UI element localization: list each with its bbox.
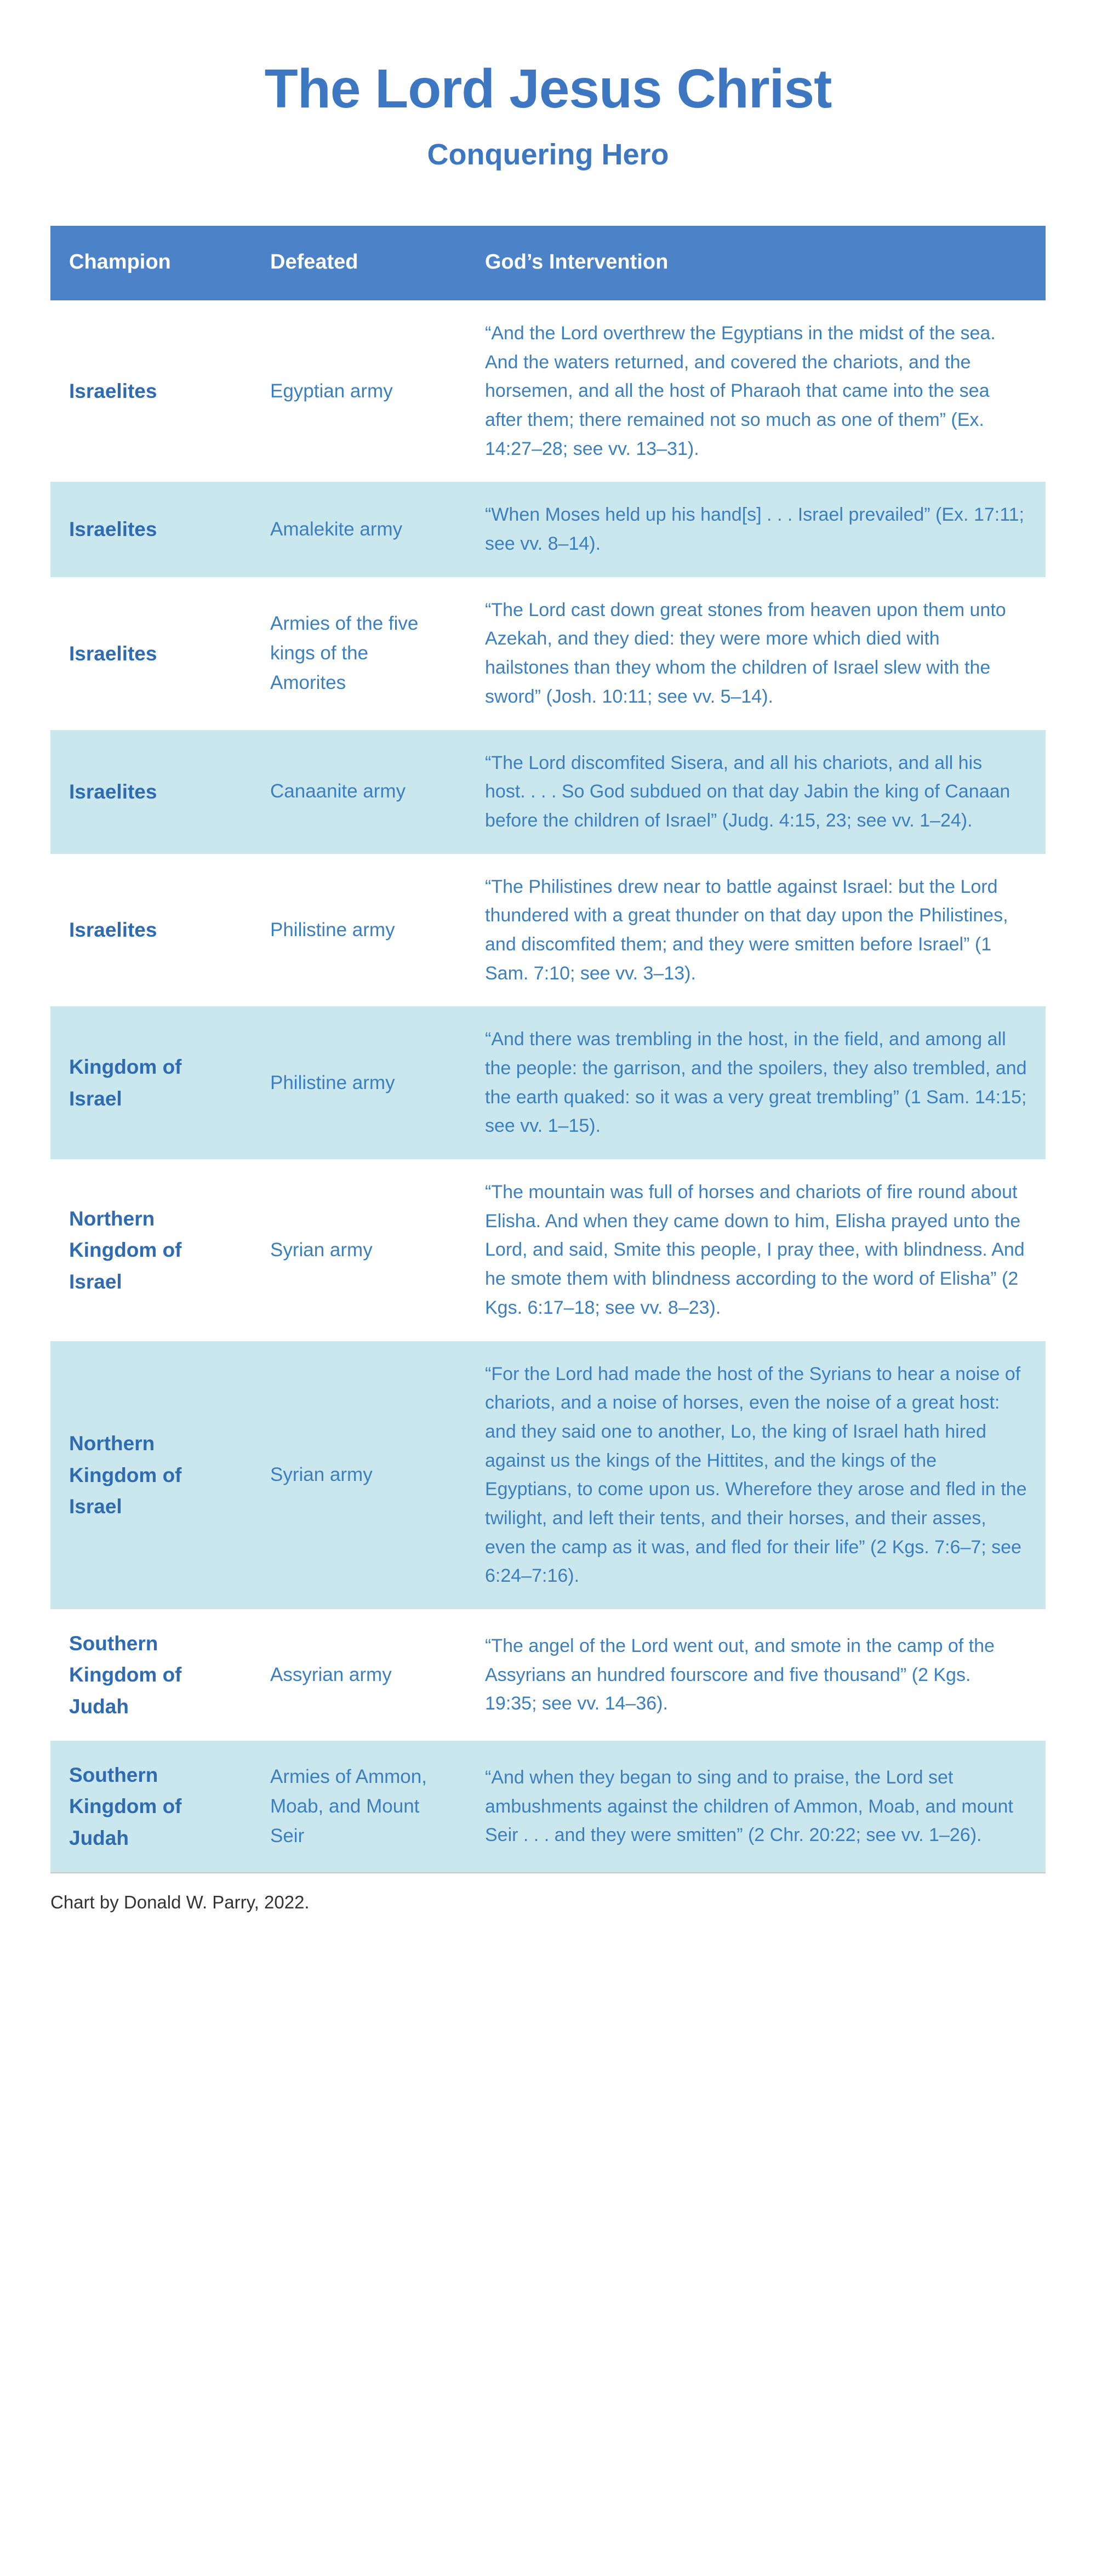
cell-champion: Israelites bbox=[50, 577, 252, 730]
table-row bbox=[50, 1609, 1046, 1741]
chart-credit: Chart by Donald W. Parry, 2022. bbox=[50, 1892, 310, 1913]
cell-intervention: “For the Lord had made the host of the Syrians to hear a noise of chariots, and a noise of horses, even the noise of a great host: and they said one to another, Lo, the king of Israel hath hired against us the kings of the Hittites, and the kings of the Egyptians, to come upon us. Wherefore they arose and fled in the twilight, and left their tents, and their horses, and their asses, even the camp as it was, and fled for their life” (2 Kgs. 7:6–7; see 6:24–7:16). bbox=[466, 1341, 1046, 1610]
table-body bbox=[50, 300, 1046, 1872]
cell-defeated: Armies of Ammon, Moab, and Mount Seir bbox=[252, 1741, 466, 1872]
cell-intervention: “When Moses held up his hand[s] . . . Israel prevailed” (Ex. 17:11; see vv. 8–14). bbox=[466, 482, 1046, 577]
cell-defeated: Philistine army bbox=[252, 854, 466, 1007]
table-row bbox=[50, 300, 1046, 482]
table-row bbox=[50, 730, 1046, 854]
table-header bbox=[50, 226, 1046, 300]
cell-defeated: Armies of the five kings of the Amorites bbox=[252, 577, 466, 730]
cell-intervention: “The angel of the Lord went out, and smote in the camp of the Assyrians an hundred fourscore and five thousand” (2 Kgs. 19:35; see vv. 14–36). bbox=[466, 1609, 1046, 1741]
table-row bbox=[50, 854, 1046, 1007]
column-header-defeated: Defeated bbox=[252, 226, 466, 300]
cell-intervention: “The Lord cast down great stones from heaven upon them unto Azekah, and they died: they were more which died with hailstones than they whom the children of Israel slew with the sword” (Josh. 10:11; see vv. 5–14). bbox=[466, 577, 1046, 730]
cell-defeated: Amalekite army bbox=[252, 482, 466, 577]
cell-champion: Israelites bbox=[50, 300, 252, 482]
cell-champion: Israelites bbox=[50, 854, 252, 1007]
table-row bbox=[50, 1159, 1046, 1341]
column-header-intervention: God’s Intervention bbox=[466, 226, 1046, 300]
cell-defeated: Egyptian army bbox=[252, 300, 466, 482]
cell-intervention: “The mountain was full of horses and chariots of fire round about Elisha. And when they came down to him, Elisha prayed unto the Lord, and said, Smite this people, I pray thee, with blindness. And he smote them with blindness according to the word of Elisha” (2 Kgs. 6:17–18; see vv. 8–23). bbox=[466, 1159, 1046, 1341]
table-row bbox=[50, 577, 1046, 730]
cell-champion: Northern Kingdom of Israel bbox=[50, 1341, 252, 1610]
page-title: The Lord Jesus Christ bbox=[264, 58, 832, 119]
cell-champion: Israelites bbox=[50, 730, 252, 854]
table-row bbox=[50, 1341, 1046, 1610]
cell-champion: Southern Kingdom of Judah bbox=[50, 1741, 252, 1872]
cell-champion: Northern Kingdom of Israel bbox=[50, 1159, 252, 1341]
table-header-row bbox=[50, 226, 1046, 300]
table-row bbox=[50, 482, 1046, 577]
table-container bbox=[50, 226, 1046, 1872]
table-row bbox=[50, 1006, 1046, 1159]
cell-intervention: “The Philistines drew near to battle against Israel: but the Lord thundered with a great thunder on that day upon the Philistines, and discomfited them; and they were smitten before Israel” (1 Sam. 7:10; see vv. 3–13). bbox=[466, 854, 1046, 1007]
cell-champion: Kingdom of Israel bbox=[50, 1006, 252, 1159]
cell-intervention: “The Lord discomfited Sisera, and all his chariots, and all his host. . . . So God subdued on that day Jabin the king of Canaan before the children of Israel” (Judg. 4:15, 23; see vv. 1–24). bbox=[466, 730, 1046, 854]
cell-defeated: Assyrian army bbox=[252, 1609, 466, 1741]
intervention-table bbox=[50, 226, 1046, 1872]
cell-champion: Israelites bbox=[50, 482, 252, 577]
cell-defeated: Philistine army bbox=[252, 1006, 466, 1159]
cell-defeated: Syrian army bbox=[252, 1159, 466, 1341]
page-header bbox=[0, 0, 1096, 171]
table-row bbox=[50, 1741, 1046, 1872]
page-subtitle: Conquering Hero bbox=[427, 138, 669, 171]
cell-intervention: “And when they began to sing and to praise, the Lord set ambushments against the children of Ammon, Moab, and mount Seir . . . and they were smitten” (2 Chr. 20:22; see vv. 1–26). bbox=[466, 1741, 1046, 1872]
footer-divider bbox=[50, 1872, 1046, 1873]
cell-champion: Southern Kingdom of Judah bbox=[50, 1609, 252, 1741]
cell-defeated: Syrian army bbox=[252, 1341, 466, 1610]
cell-intervention: “And the Lord overthrew the Egyptians in the midst of the sea. And the waters returned, and covered the chariots, and the horsemen, and all the host of Pharaoh that came into the sea after them; there remained not so much as one of them” (Ex. 14:27–28; see vv. 13–31). bbox=[466, 300, 1046, 482]
cell-intervention: “And there was trembling in the host, in the field, and among all the people: the garrison, and the spoilers, they also trembled, and the earth quaked: so it was a very great trembling” (1 Sam. 14:15; see vv. 1–15). bbox=[466, 1006, 1046, 1159]
column-header-champion: Champion bbox=[50, 226, 252, 300]
cell-defeated: Canaanite army bbox=[252, 730, 466, 854]
